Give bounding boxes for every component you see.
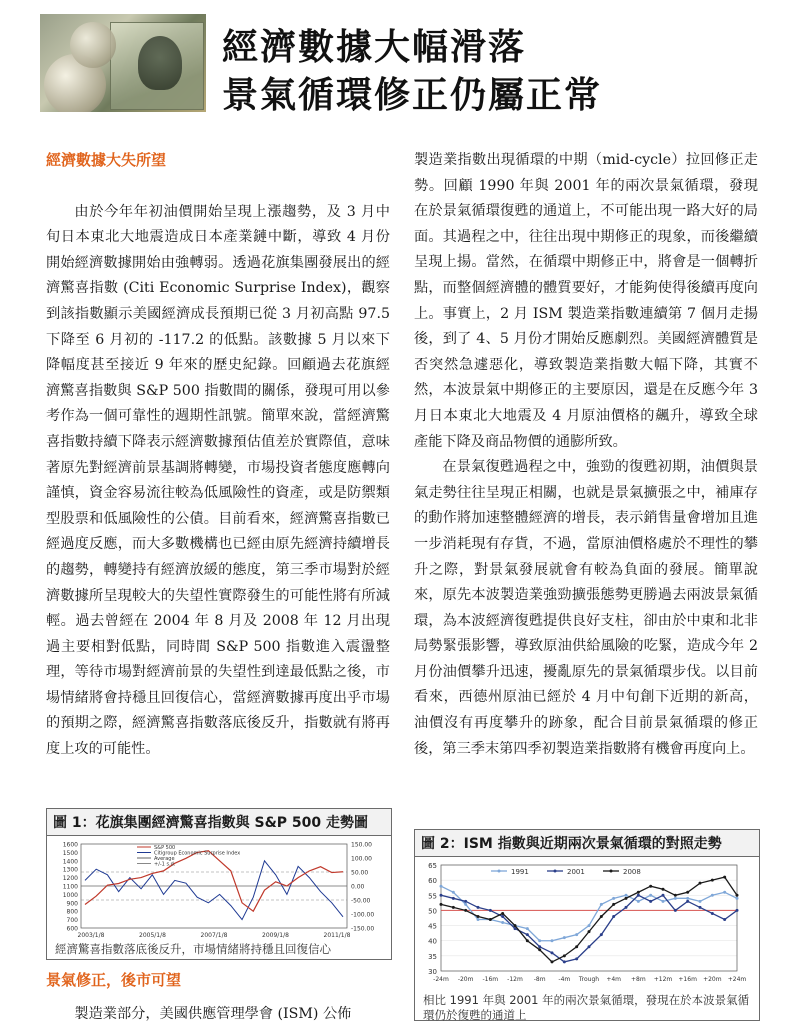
data-point-2001 xyxy=(452,897,455,900)
y-tick-label: 1200 xyxy=(62,875,78,883)
legend-marker xyxy=(498,870,501,873)
legend-label: 1991 xyxy=(511,868,529,876)
legend-label: 2001 xyxy=(567,868,585,876)
data-point-2001 xyxy=(538,945,541,948)
x-tick-label: -8m xyxy=(533,976,546,983)
y-tick-label: 35 xyxy=(428,952,437,961)
y-tick-label: 45 xyxy=(428,922,437,931)
data-point-1991 xyxy=(440,885,443,888)
y2-tick-label: -50.00 xyxy=(351,897,371,905)
page-title xyxy=(222,24,602,120)
data-point-1991 xyxy=(575,933,578,936)
y2-tick-label: 50.00 xyxy=(351,869,369,877)
x-tick-label: -4m xyxy=(558,976,571,983)
data-point-2001 xyxy=(736,909,739,912)
data-point-2001 xyxy=(662,894,665,897)
data-point-2008 xyxy=(662,888,665,891)
body-paragraph: 由於今年年初油價開始呈現上漲趨勢，及 3 月中旬日本東北大地震造成日本產業鏈中斷，導致 4 月份開始經濟數據開始由強轉弱。透過花旗集團發展出的經濟驚喜指數 (Citi Economic Surprise Index)，觀察到該指數顯示美國經濟成長預期已從 3 月初高點 97.5 下降至 6 月初的 -117.2 的低點。該數據 5 月以來下降幅度甚至接近 9 年來的歷史紀錄。回顧過去花旗經濟驚喜指數與 S&P 500 指數間的關係，發現可用以參考作為一個可靠性的週期性訊號。簡單來說，當經濟驚喜指數持續下降表示經濟數據預估值差於實際值，意味著原先對經濟前景基調將轉變，市場投資者態度應轉向謹慎，資金容易流往較為低風險性的資產，或是防禦類型股票和低風險性的公債。目前看來，經濟驚喜指數已經過度反應，而大多數機構也已經由原先經濟持續增長的趨勢，轉變持有經濟放緩的態度，第三季市場對於經濟數據所呈現較大的失望性實際發生的可能性將有所減輕。過去曾經在 2004 年 8 月及 2008 年 12 月出現過主要相對低點，同時間 S&P 500 指數進入震盪整理，等待市場對經濟前景的失望性到達最低點之後，市場情緒將會持穩且回復信心，當經濟數據再度出乎市場的預期之際，經濟驚喜指數落底後反升，指數就有將再度上攻的可能性。 xyxy=(46,203,390,758)
data-point-1991 xyxy=(711,894,714,897)
legend-label: +/-1 s.d. xyxy=(154,861,176,868)
left-column xyxy=(46,148,390,763)
x-tick-label: +8m xyxy=(630,976,646,983)
x-tick-label: 2009/1/8 xyxy=(262,932,289,939)
data-point-1991 xyxy=(464,903,467,906)
y2-tick-label: 0.00 xyxy=(351,883,365,891)
data-point-1991 xyxy=(600,903,603,906)
data-point-2001 xyxy=(563,960,566,963)
data-point-2001 xyxy=(501,915,504,918)
data-point-2001 xyxy=(686,900,689,903)
y-tick-label: 55 xyxy=(428,892,437,901)
data-point-1991 xyxy=(674,897,677,900)
figure-1 xyxy=(46,808,392,960)
legend-label: 2008 xyxy=(623,868,641,876)
citi-sp500-chart xyxy=(47,836,389,940)
data-point-2008 xyxy=(600,915,603,918)
data-point-2008 xyxy=(501,912,504,915)
data-point-1991 xyxy=(588,924,591,927)
section-heading: 經濟數據大失所望 xyxy=(46,151,167,169)
figure-2 xyxy=(414,829,760,1021)
data-point-1991 xyxy=(526,927,529,930)
y2-tick-label: -150.00 xyxy=(351,925,375,933)
money-photo xyxy=(40,14,206,112)
data-point-1991 xyxy=(452,891,455,894)
y-tick-label: 600 xyxy=(66,925,78,933)
y-tick-label: 1500 xyxy=(62,849,78,857)
data-point-1991 xyxy=(551,939,554,942)
data-point-1991 xyxy=(612,897,615,900)
y-tick-label: 30 xyxy=(428,968,437,976)
section-heading: 景氣修正，後市可望 xyxy=(46,971,182,989)
y-tick-label: 1600 xyxy=(62,841,78,849)
data-point-2008 xyxy=(723,876,726,879)
figure-title: 圖 2：ISM 指數與近期兩次景氣循環的對照走勢 xyxy=(415,830,759,857)
data-point-1991 xyxy=(736,897,739,900)
data-point-2008 xyxy=(575,945,578,948)
x-tick-label: -12m xyxy=(507,976,523,983)
data-point-2008 xyxy=(649,885,652,888)
y2-tick-label: 100.00 xyxy=(351,855,372,863)
data-point-2008 xyxy=(452,906,455,909)
body-paragraph: 製造業部分，美國供應管理學會 (ISM) 公佈 xyxy=(74,1005,352,1022)
data-point-2001 xyxy=(649,900,652,903)
data-point-1991 xyxy=(686,897,689,900)
x-tick-label: 2003/1/8 xyxy=(77,932,105,939)
data-point-2008 xyxy=(464,909,467,912)
sp500-line xyxy=(85,851,343,911)
x-tick-label: +4m xyxy=(606,976,622,983)
x-tick-label: -20m xyxy=(457,976,474,983)
y-tick-label: 40 xyxy=(428,937,437,946)
data-point-2008 xyxy=(736,894,739,897)
y-tick-label: 1300 xyxy=(62,866,78,874)
legend-label: S&P 500 xyxy=(154,845,176,851)
x-tick-label: 2005/1/8 xyxy=(139,932,166,939)
data-point-2008 xyxy=(514,924,517,927)
x-tick-label: 2011/1/8 xyxy=(323,932,351,939)
y-tick-label: 800 xyxy=(66,908,78,916)
data-point-2001 xyxy=(464,900,467,903)
y-tick-label: 50 xyxy=(428,907,437,916)
x-tick-label: Trough xyxy=(578,976,600,983)
y-tick-label: 60 xyxy=(428,877,437,886)
data-point-2001 xyxy=(477,906,480,909)
y-tick-label: 1400 xyxy=(62,858,78,866)
right-column xyxy=(414,148,758,762)
series-line-2001 xyxy=(441,895,737,962)
data-point-2001 xyxy=(674,909,677,912)
data-point-2001 xyxy=(723,918,726,921)
y-tick-label: 1100 xyxy=(62,883,78,891)
data-point-2008 xyxy=(699,882,702,885)
data-point-1991 xyxy=(637,900,640,903)
data-point-1991 xyxy=(649,894,652,897)
data-point-2001 xyxy=(612,915,615,918)
left-column-bottom xyxy=(46,968,390,1027)
x-tick-label: +20m xyxy=(703,976,722,983)
y2-tick-label: -100.00 xyxy=(351,911,375,919)
data-point-1991 xyxy=(723,891,726,894)
x-tick-label: 2007/1/8 xyxy=(200,932,228,939)
legend-label: Citigroup Economic Surprise Index xyxy=(154,850,241,857)
data-point-2001 xyxy=(588,945,591,948)
data-point-1991 xyxy=(662,900,665,903)
data-point-2001 xyxy=(489,909,492,912)
y-tick-label: 65 xyxy=(428,862,437,870)
data-point-2001 xyxy=(440,894,443,897)
y-tick-label: 900 xyxy=(66,900,78,908)
data-point-2001 xyxy=(625,906,628,909)
data-point-2008 xyxy=(711,879,714,882)
x-tick-label: +24m xyxy=(727,976,747,983)
data-point-1991 xyxy=(501,921,504,924)
data-point-2008 xyxy=(440,903,443,906)
x-tick-label: -24m xyxy=(433,976,449,983)
data-point-2001 xyxy=(600,933,603,936)
body-paragraph: 製造業指數出現循環的中期（mid-cycle）拉回修正走勢。回顧 1990 年與 2001 年的兩次景氣循環，發現在於景氣循環復甦的通道上，不可能出現一路大好的局面。其過程之中，往往出現中期修正的現象，而後繼續呈現上揚。當然，在循環中期修正中，將會是一個轉折點，而整個經濟體的體質要好，才能夠使得後續再度向上。事實上，2 月 ISM 製造業指數連續第 7 個月走揚後，到了 4、5 月份才開始反應劇烈。美國經濟體質是否突然急遽惡化，導致製造業指數大幅下降，其實不然，本波景氣中期修正的主要原因，還是在反應今年 3 月日本東北大地震及 4 月原油價格的飆升，導致全球產能下降及商品物價的通膨所致。 xyxy=(414,152,758,450)
data-point-2008 xyxy=(674,894,677,897)
x-tick-label: -16m xyxy=(482,976,499,983)
data-point-1991 xyxy=(699,900,702,903)
data-point-2008 xyxy=(612,903,615,906)
data-point-2001 xyxy=(637,894,640,897)
data-point-1991 xyxy=(625,894,628,897)
data-point-2008 xyxy=(526,939,529,942)
data-point-2001 xyxy=(699,906,702,909)
data-point-2008 xyxy=(625,897,628,900)
data-point-2001 xyxy=(551,951,554,954)
data-point-1991 xyxy=(477,918,480,921)
ism-cycle-chart xyxy=(415,857,757,987)
body-paragraph: 在景氣復甦過程之中，強勁的復甦初期，油價與景氣走勢往往呈現正相關，也就是景氣擴張之中，補庫存的動作將加速整體經濟的增長，表示銷售量會增加且進一步消耗現有存貨，不過，當原油價格處於不理性的攀升之際，對景氣發展就會有較為負面的發展。簡單說來，原先本波製造業強勁擴張態勢更勝過去兩波景氣循環，為本波經濟復甦提供良好支柱，卻由於中東和北非局勢緊張影響，導致原油供給風險的吃緊，造成今年 2 月份油價攀升迅速，擾亂原先的景氣循環步伐。以目前看來，西德州原油已經於 4 月中旬創下近期的新高，油價沒有再度攀升的跡象，配合目前景氣循環的修正後，第三季末第四季初製造業指數將有機會再度向上。 xyxy=(414,459,758,757)
surprise-index-line xyxy=(85,861,343,920)
figure-caption: 經濟驚喜指數落底後反升，市場情緒將持穩且回復信心 xyxy=(55,942,331,956)
x-tick-label: +12m xyxy=(653,976,673,983)
coin-illustration xyxy=(70,22,116,68)
data-point-2008 xyxy=(588,930,591,933)
data-point-2001 xyxy=(526,933,529,936)
data-point-2008 xyxy=(563,954,566,957)
figure-caption: 相比 1991 年與 2001 年的兩次景氣循環，發現在於本波景氣循環仍於復甦的通道上 xyxy=(423,993,750,1022)
legend-label: Average xyxy=(154,856,175,862)
banknote-portrait xyxy=(138,36,182,90)
data-point-2008 xyxy=(637,891,640,894)
figure-title: 圖 1：花旗集團經濟驚喜指數與 S&P 500 走勢圖 xyxy=(47,809,391,836)
legend-marker xyxy=(554,870,557,873)
data-point-2001 xyxy=(711,912,714,915)
data-point-2008 xyxy=(686,891,689,894)
y2-tick-label: 150.00 xyxy=(351,841,372,849)
y-tick-label: 1000 xyxy=(62,891,78,899)
data-point-1991 xyxy=(563,936,566,939)
y-tick-label: 700 xyxy=(66,917,78,925)
data-point-2001 xyxy=(575,957,578,960)
title-line-2: 景氣循環修正仍屬正常 xyxy=(222,75,603,116)
title-line-1: 經濟數據大幅滑落 xyxy=(222,27,527,68)
x-tick-label: +16m xyxy=(678,976,697,983)
data-point-2008 xyxy=(489,918,492,921)
data-point-2008 xyxy=(551,960,554,963)
data-point-2008 xyxy=(538,948,541,951)
legend-marker xyxy=(610,870,613,873)
data-point-2008 xyxy=(477,915,480,918)
data-point-1991 xyxy=(538,939,541,942)
